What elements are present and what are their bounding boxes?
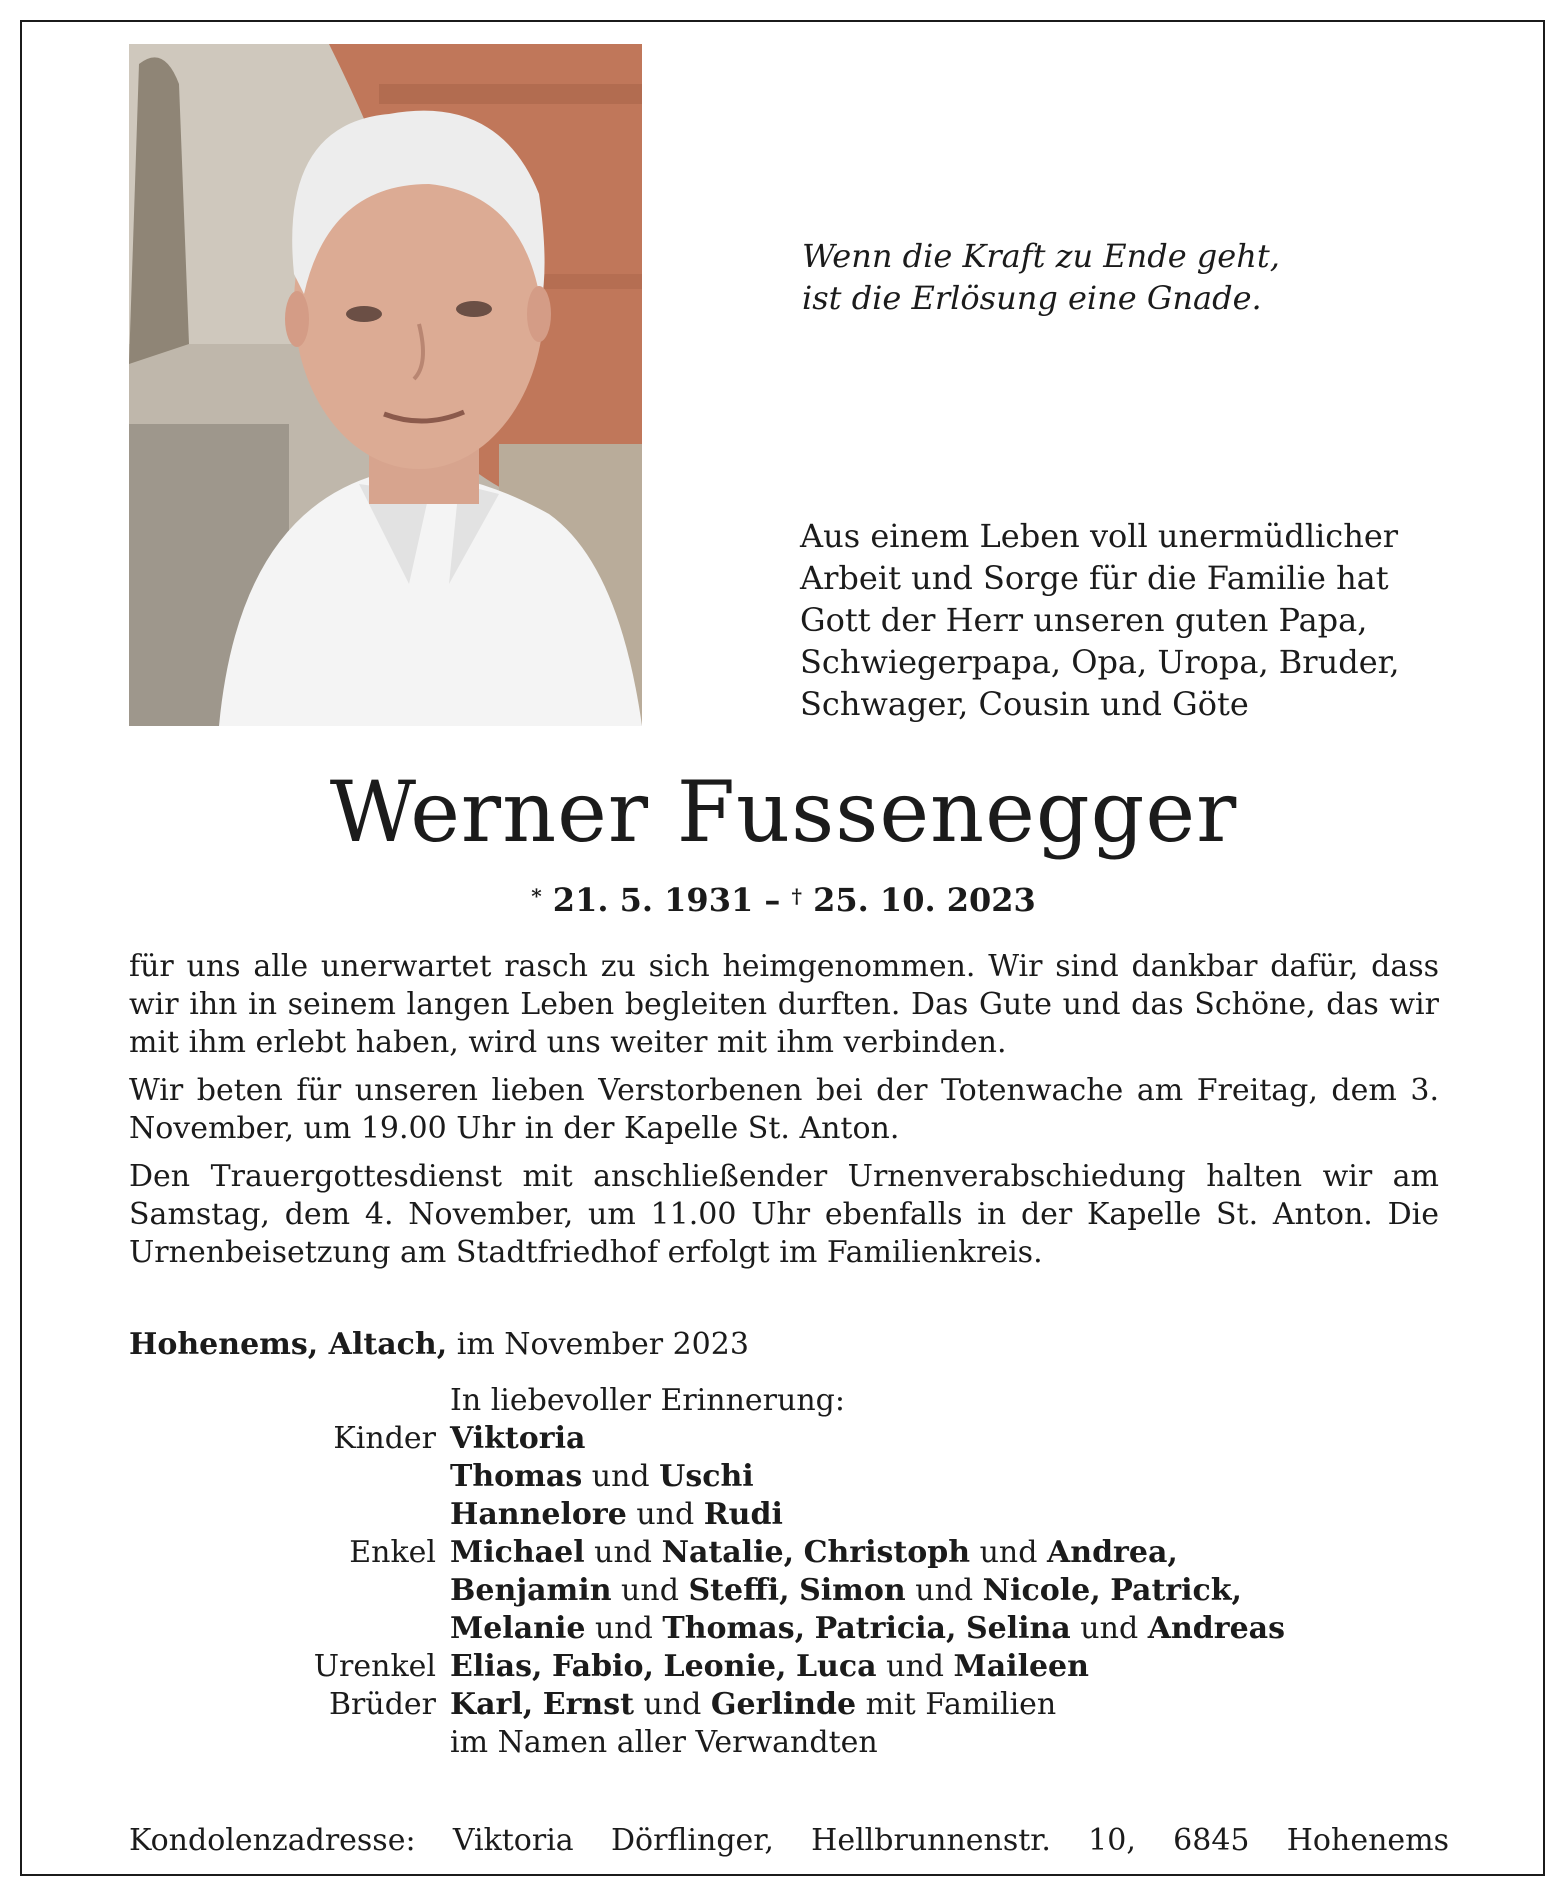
grandchild-name: Patricia,: [814, 1611, 957, 1646]
conjunction: und: [591, 1459, 650, 1494]
grandchild-name: Nicole,: [982, 1573, 1101, 1608]
conjunction: und: [643, 1687, 702, 1722]
conjunction: und: [886, 1649, 944, 1684]
grandchild-name: Benjamin: [450, 1573, 612, 1608]
conjunction: und: [915, 1573, 974, 1608]
birth-symbol: *: [531, 884, 542, 908]
intro-line: Schwiegerpapa, Opa, Uropa, Bruder,: [800, 643, 1400, 681]
life-dates: [0, 880, 1567, 920]
grandchildren-row: [129, 1572, 1459, 1610]
grandchild-name: Simon: [799, 1573, 906, 1608]
motto-quote: [802, 235, 1442, 319]
great-grandchild-name: Luca: [795, 1649, 877, 1684]
family-intro-row: [129, 1382, 1459, 1420]
place-towns: Hohenems, Altach,: [129, 1327, 448, 1362]
death-symbol: †: [791, 884, 802, 908]
birth-date: 21. 5. 1931: [552, 881, 754, 919]
family-list: [129, 1382, 1459, 1762]
place-date: [129, 1326, 749, 1364]
great-grandchild-name: Maileen: [953, 1649, 1089, 1684]
child-partner-name: Rudi: [703, 1497, 783, 1532]
intro-line: Aus einem Leben voll unermüdlicher: [800, 517, 1399, 555]
condolence-address: Kondolenzadresse: Viktoria Dörflinger, Hellbrunnenstr. 10, 6845 Hohenems: [129, 1823, 1449, 1858]
place-month: im November 2023: [456, 1327, 749, 1362]
child-name: Viktoria: [450, 1421, 586, 1456]
funeral-paragraph: Den Trauergottesdienst mit anschließender Urnenverabschiedung halten wir am Samstag, dem 4. November, um 11.00 Uhr ebenfalls in der Kapelle St. Anton. Die Urnenbeisetzung am Stadtfriedhof erfolgt im Familienkreis.: [129, 1159, 1439, 1270]
children-row: [129, 1458, 1459, 1496]
grandchild-name: Michael: [450, 1535, 585, 1570]
child-name: Hannelore: [450, 1497, 627, 1532]
grandchild-name: Andreas: [1147, 1611, 1285, 1646]
sibling-name: Ernst: [542, 1687, 634, 1722]
siblings-row: [129, 1686, 1459, 1724]
grandchild-name: Selina: [965, 1611, 1071, 1646]
grandchild-name: Andrea,: [1046, 1535, 1178, 1570]
conjunction: und: [594, 1611, 653, 1646]
motto-line: Wenn die Kraft zu Ende geht,: [802, 237, 1280, 275]
announcement-paragraph: für uns alle unerwartet rasch zu sich heimgenommen. Wir sind dankbar dafür, dass wir ihn in seinem langen Leben begleiten durften. Das Gute und das Schöne, das wir mit ihm erlebt haben, wird uns weiter mit ihm verbinden.: [129, 949, 1439, 1060]
grandchildren-label: Enkel: [349, 1535, 436, 1570]
conjunction: und: [1080, 1611, 1139, 1646]
intro-line: Schwager, Cousin und Göte: [800, 685, 1249, 723]
great-grandchildren-label: Urenkel: [313, 1649, 436, 1684]
sibling-name: Karl,: [450, 1687, 534, 1722]
siblings-label: Brüder: [328, 1687, 436, 1722]
family-closing: im Namen aller Verwandten: [450, 1725, 878, 1760]
conjunction: und: [979, 1535, 1038, 1570]
grandchildren-row: [129, 1534, 1459, 1572]
children-row: [129, 1420, 1459, 1458]
great-grandchildren-row: [129, 1648, 1459, 1686]
family-intro: In liebevoller Erinnerung:: [450, 1383, 845, 1418]
grandchild-name: Thomas,: [662, 1611, 806, 1646]
great-grandchild-name: Leonie,: [663, 1649, 787, 1684]
grandchild-name: Christoph: [803, 1535, 971, 1570]
wake-paragraph: Wir beten für unseren lieben Verstorbenen bei der Totenwache am Freitag, dem 3. November, um 19.00 Uhr in der Kapelle St. Anton.: [129, 1073, 1439, 1146]
children-row: [129, 1496, 1459, 1534]
intro-text: [800, 515, 1440, 725]
grandchild-name: Natalie,: [661, 1535, 795, 1570]
death-date: 25. 10. 2023: [813, 881, 1036, 919]
conjunction: und: [636, 1497, 695, 1532]
intro-line: Arbeit und Sorge für die Familie hat: [800, 559, 1389, 597]
great-grandchild-name: Elias,: [450, 1649, 543, 1684]
sibling-name: Gerlinde: [710, 1687, 857, 1722]
child-name: Thomas: [450, 1459, 583, 1494]
date-separator: –: [764, 881, 781, 919]
grandchildren-row: [129, 1610, 1459, 1648]
conjunction: und: [621, 1573, 679, 1608]
closing-row: [129, 1724, 1459, 1762]
announcement-body: [129, 948, 1439, 1282]
grandchild-name: Patrick,: [1110, 1573, 1242, 1608]
intro-line: Gott der Herr unseren guten Papa,: [800, 601, 1368, 639]
portrait-photo: [129, 44, 642, 726]
children-label: Kinder: [333, 1421, 436, 1456]
great-grandchild-name: Fabio,: [551, 1649, 654, 1684]
grandchild-name: Steffi,: [688, 1573, 790, 1608]
siblings-suffix: mit Familien: [865, 1687, 1057, 1722]
child-partner-name: Uschi: [659, 1459, 754, 1494]
conjunction: und: [594, 1535, 653, 1570]
grandchild-name: Melanie: [450, 1611, 586, 1646]
motto-line: ist die Erlösung eine Gnade.: [802, 279, 1262, 317]
deceased-name: Werner Fussenegger: [329, 763, 1238, 861]
